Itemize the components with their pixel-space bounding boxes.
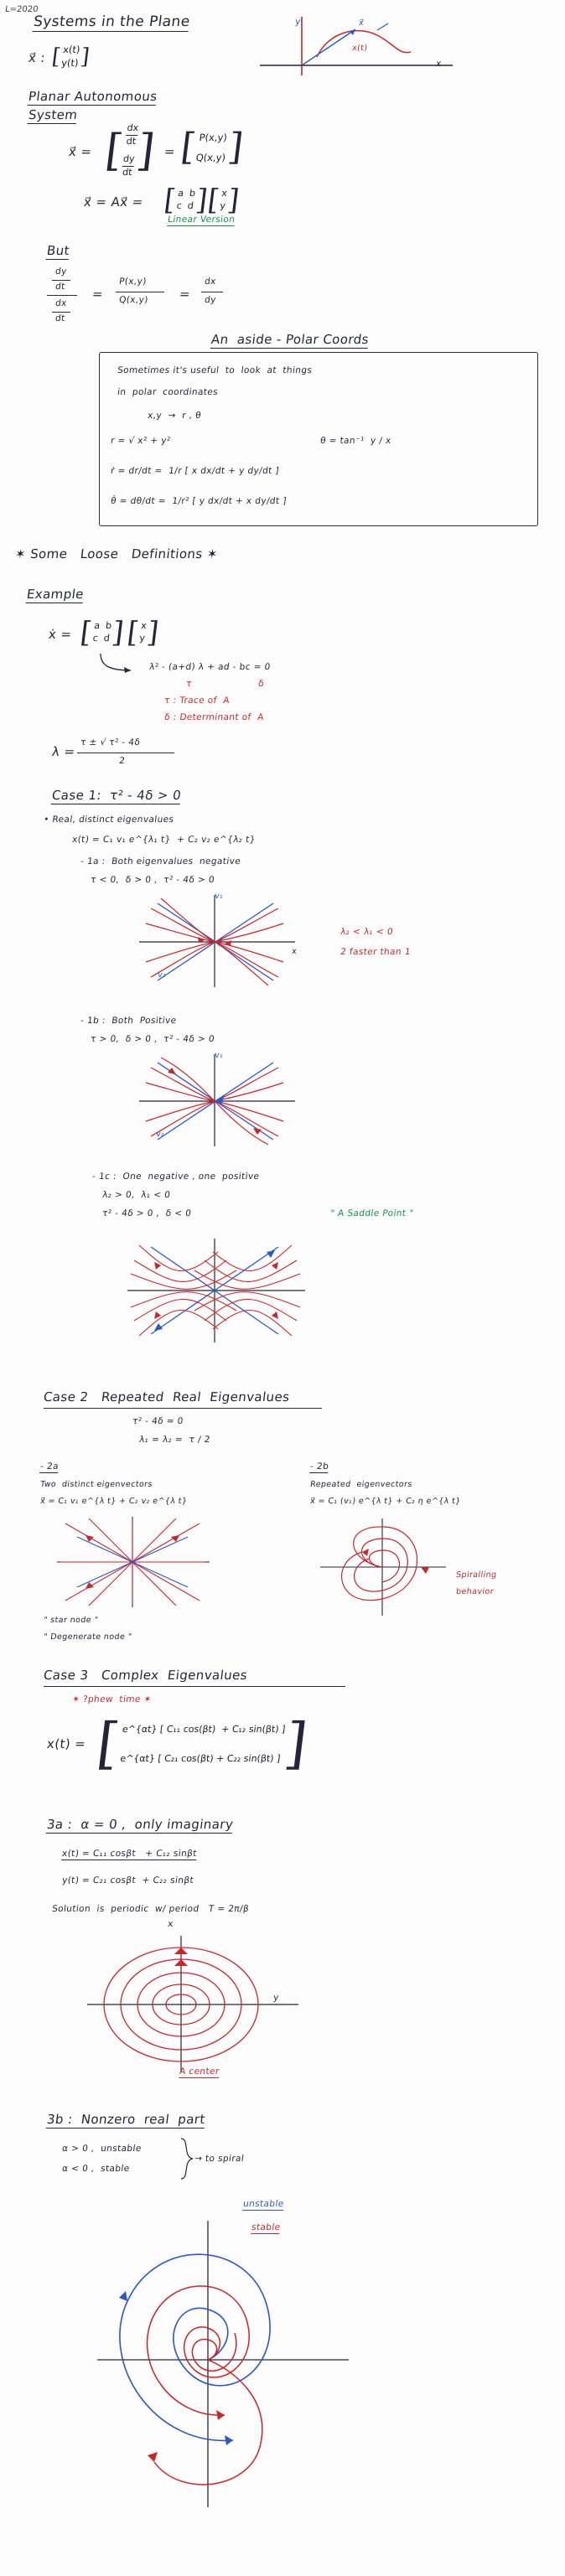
polar-theta-def: θ = tan⁻¹ y / x bbox=[319, 436, 392, 446]
but-equals-1: = bbox=[91, 287, 105, 302]
bracket-right: ] bbox=[145, 616, 161, 649]
phase-1a-label-v1: v₁ bbox=[214, 892, 224, 901]
x-row-0: x bbox=[140, 620, 148, 632]
case2b-sub: - 2b bbox=[309, 1461, 329, 1472]
case2a-line2: x⃗ = C₁ v₁ e^{λ t} + C₂ v₂ e^{λ t} bbox=[39, 1497, 188, 1506]
example-arrow bbox=[97, 652, 148, 675]
case3-solution-matrix bbox=[93, 1711, 311, 1777]
but-left-frac-den2: dt bbox=[54, 313, 66, 323]
linear-eq-lhs: x⃗ = Ax⃗ = bbox=[82, 194, 144, 209]
vector-label: x⃗ : bbox=[27, 50, 47, 65]
case3a-eq-x: x(t) = C₁₁ cosβt + C₁₂ sinβt bbox=[61, 1849, 198, 1859]
phase-1b-label-v2: v₂ bbox=[155, 1130, 165, 1139]
figure-phase-1b bbox=[121, 1049, 314, 1150]
case2a-line1: Two distinct eigenvectors bbox=[39, 1480, 153, 1489]
but-left-frac-den: dt bbox=[54, 282, 66, 292]
example-characteristic-eq: λ² - (a+d) λ + ad - bc = 0 bbox=[148, 662, 272, 672]
case3-solution-row-1: e^{αt} [ C₁₁ cos(βt) + C₁₂ sin(βt) ] bbox=[122, 1724, 287, 1735]
case2b-note-line2: behavior bbox=[455, 1587, 495, 1596]
polar-heading: An aside - Polar Coords bbox=[210, 332, 370, 347]
but-equals-2: = bbox=[178, 287, 192, 302]
page-corner-tag: L=2020 bbox=[4, 5, 39, 14]
matrix-left-cell-0: dx bbox=[126, 122, 139, 133]
but-middle-den: Q(x,y) bbox=[118, 295, 149, 305]
case3-solution-lhs: x(t) = bbox=[45, 1736, 87, 1751]
axis-3a-label-y: y bbox=[272, 1993, 280, 2003]
polar-r-def: r = √ x² + y² bbox=[110, 436, 172, 446]
case3-subnote: ✶ ?phew time ✶ bbox=[71, 1694, 153, 1704]
definitions-heading: ✶ Some Loose Definitions ✶ bbox=[13, 546, 219, 561]
but-middle-num: P(x,y) bbox=[118, 277, 148, 287]
case2-cond-line1: τ² - 4δ = 0 bbox=[132, 1416, 184, 1426]
case1a-condition: τ < 0, δ > 0 , τ² - 4δ > 0 bbox=[90, 875, 215, 885]
figure-star-node bbox=[45, 1512, 221, 1612]
case1c-cond-line1: λ₂ > 0, λ₁ < 0 bbox=[101, 1190, 171, 1200]
case3b-cond-arrow: → to spiral bbox=[194, 2154, 245, 2164]
but-right-num: dx bbox=[204, 277, 217, 287]
vector-cell-1: y(t) bbox=[60, 56, 80, 69]
example-heading: Example bbox=[25, 587, 86, 602]
case3a-eq-y: y(t) = C₂₁ cosβt + C₂₂ sinβt bbox=[61, 1875, 194, 1885]
linear-vector-x bbox=[206, 186, 241, 215]
curve-label: x(t) bbox=[351, 44, 369, 53]
matrix-left-cell-1: dt bbox=[125, 135, 137, 147]
polar-line2: in polar coordinates bbox=[117, 387, 219, 397]
center-label: A center bbox=[179, 2066, 220, 2077]
case3-heading: Case 3 Complex Eigenvalues bbox=[42, 1668, 249, 1683]
axis-label-y: y bbox=[294, 17, 302, 27]
figure-phase-1c-saddle bbox=[111, 1232, 320, 1349]
but-right-den: dy bbox=[204, 295, 217, 305]
case1a-note-line1: λ₂ < λ₁ < 0 bbox=[340, 927, 394, 937]
autonomous-eq-lhs: x⃗ = bbox=[67, 144, 93, 159]
axis-3a-label-x: x bbox=[167, 1919, 174, 1929]
but-left-frac-num: dy bbox=[54, 266, 68, 277]
example-tau-mark: τ bbox=[185, 679, 193, 689]
bracket-left: [ bbox=[50, 44, 62, 70]
label-stable: stable bbox=[251, 2222, 282, 2232]
case2-heading-underline bbox=[44, 1408, 322, 1409]
A-row-0: a b bbox=[93, 620, 112, 632]
bracket-left: [ bbox=[125, 616, 141, 649]
bracket-right: ] bbox=[194, 184, 210, 217]
bracket-left: [ bbox=[102, 125, 126, 176]
case3-heading-underline bbox=[44, 1686, 345, 1687]
polar-thetadot-def: θ̇ = dθ/dt = 1/r² [ y dx/dt + x dy/dt ] bbox=[110, 496, 288, 506]
case3b-cond-line2: α < 0 , stable bbox=[61, 2164, 131, 2174]
autonomous-heading-line1: Planar Autonomous bbox=[27, 89, 158, 104]
but-left-frac-bar-main bbox=[47, 295, 77, 296]
linear-note: Linear Version bbox=[167, 215, 236, 225]
polar-line3: x,y → r , θ bbox=[147, 411, 202, 421]
but-left-frac-bar-2 bbox=[52, 312, 70, 313]
vector-cell-0: x(t) bbox=[62, 44, 81, 55]
but-heading: But bbox=[45, 243, 71, 258]
autonomous-matrix-left bbox=[102, 122, 158, 178]
x-row-1: y bbox=[219, 200, 226, 211]
vector-tick-label: x⃗ bbox=[358, 18, 365, 28]
phase-1b-label-v1: v₁ bbox=[214, 1051, 224, 1060]
figure-spiral bbox=[80, 2196, 365, 2531]
but-left-frac-num2: dx bbox=[54, 298, 68, 308]
bracket-left: [ bbox=[162, 184, 178, 217]
case2a-sub: - 2a bbox=[39, 1461, 60, 1472]
case1a-note-line2: 2 faster than 1 bbox=[340, 947, 412, 957]
but-left-frac-bar-1 bbox=[52, 280, 70, 281]
case1-heading: Case 1: τ² - 4δ > 0 bbox=[50, 788, 183, 803]
bracket-left: [ bbox=[93, 1711, 123, 1777]
polar-line1: Sometimes it's useful to look at things bbox=[117, 365, 314, 375]
example-matrix-A bbox=[79, 618, 125, 647]
case2b-line2: x⃗ = C₁ (v₁) e^{λ t} + C₂ η e^{λ t} bbox=[309, 1497, 462, 1506]
case2-heading: Case 2 Repeated Real Eigenvalues bbox=[42, 1389, 291, 1404]
case2a-note-line2: " Degenerate node " bbox=[43, 1632, 133, 1642]
case3-solution-row-2: e^{αt} [ C₂₁ cos(βt) + C₂₂ sin(βt) ] bbox=[119, 1753, 282, 1765]
autonomous-matrix-right bbox=[179, 127, 246, 168]
case3b-cond-line1: α > 0 , unstable bbox=[61, 2144, 143, 2154]
bracket-left: [ bbox=[178, 126, 199, 169]
x-row-0: x bbox=[220, 188, 228, 199]
example-vector-x bbox=[126, 618, 160, 647]
lambda-formula-num: τ ± √ τ² - 4δ bbox=[80, 737, 141, 747]
case1b-sub: - 1b : Both Positive bbox=[80, 1016, 178, 1026]
A-row-1: c d bbox=[176, 200, 194, 211]
case1c-cond-line2: τ² - 4δ > 0 , δ < 0 bbox=[101, 1208, 192, 1218]
case1a-sub: - 1a : Both eigenvalues negative bbox=[80, 856, 241, 866]
bracket-right: ] bbox=[110, 616, 126, 649]
A-row-0: a b bbox=[177, 188, 196, 199]
case1-bullet: • Real, distinct eigenvalues bbox=[43, 815, 175, 825]
case2a-note-line1: " star node " bbox=[43, 1616, 99, 1625]
figure-degenerate-node bbox=[312, 1512, 454, 1621]
example-tau-desc: τ : Trace of A bbox=[163, 696, 231, 706]
bracket-right: ] bbox=[134, 125, 158, 176]
case3b-sub: 3b : Nonzero real part bbox=[45, 2112, 206, 2127]
label-unstable: unstable bbox=[242, 2199, 285, 2209]
case3a-note: Solution is periodic w/ period T = 2π/β bbox=[51, 1904, 250, 1914]
case3a-sub: 3a : α = 0 , only imaginary bbox=[45, 1817, 235, 1832]
example-eq-lhs: ẋ = bbox=[47, 627, 73, 642]
bracket-right: ] bbox=[225, 126, 246, 169]
bracket-right: ] bbox=[225, 184, 241, 217]
x-row-1: y bbox=[138, 633, 146, 644]
A-row-1: c d bbox=[92, 633, 111, 644]
case1-solution: x(t) = C₁ v₁ e^{λ₁ t} + C₂ v₂ e^{λ₂ t} bbox=[71, 835, 257, 845]
example-delta-mark: δ bbox=[257, 679, 265, 689]
matrix-right-cell-0: P(x,y) bbox=[198, 132, 228, 143]
bracket-right: ] bbox=[79, 44, 91, 70]
vector-matrix bbox=[50, 44, 91, 70]
example-delta-desc: δ : Determinant of A bbox=[163, 712, 265, 722]
matrix-left-cell-3: dt bbox=[122, 166, 133, 178]
matrix-right-cell-1: Q(x,y) bbox=[194, 152, 226, 164]
bracket-left: [ bbox=[78, 616, 94, 649]
case2b-line1: Repeated eigenvectors bbox=[309, 1480, 413, 1489]
autonomous-heading-line2: System bbox=[27, 107, 79, 122]
case1b-condition: τ > 0, δ > 0 , τ² - 4δ > 0 bbox=[90, 1034, 215, 1044]
bracket-left: [ bbox=[205, 184, 221, 217]
lambda-formula-den: 2 bbox=[118, 756, 126, 766]
axis-label-x: x bbox=[435, 59, 443, 69]
case2-cond-line2: λ₁ = λ₂ = τ / 2 bbox=[138, 1435, 211, 1445]
case1c-sub: - 1c : One negative , one positive bbox=[91, 1172, 261, 1182]
case2b-note-line1: Spiralling bbox=[455, 1570, 498, 1580]
phase-1a-label-v2: v₂ bbox=[157, 970, 167, 980]
case3b-brace bbox=[178, 2137, 196, 2180]
case1c-note: " A Saddle Point " bbox=[329, 1208, 415, 1218]
page-title: Systems in the Plane bbox=[32, 13, 191, 30]
linear-matrix-A bbox=[163, 186, 209, 215]
autonomous-equals: = bbox=[163, 144, 177, 159]
bracket-right: ] bbox=[281, 1711, 311, 1777]
phase-1a-label-x: x bbox=[291, 947, 298, 956]
polar-rdot-def: ṙ = dr/dt = 1/r [ x dx/dt + y dy/dt ] bbox=[110, 466, 280, 476]
matrix-left-cell-2: dy bbox=[122, 153, 136, 164]
lambda-formula-lhs: λ = bbox=[50, 744, 76, 759]
figure-phase-1a bbox=[121, 890, 314, 991]
